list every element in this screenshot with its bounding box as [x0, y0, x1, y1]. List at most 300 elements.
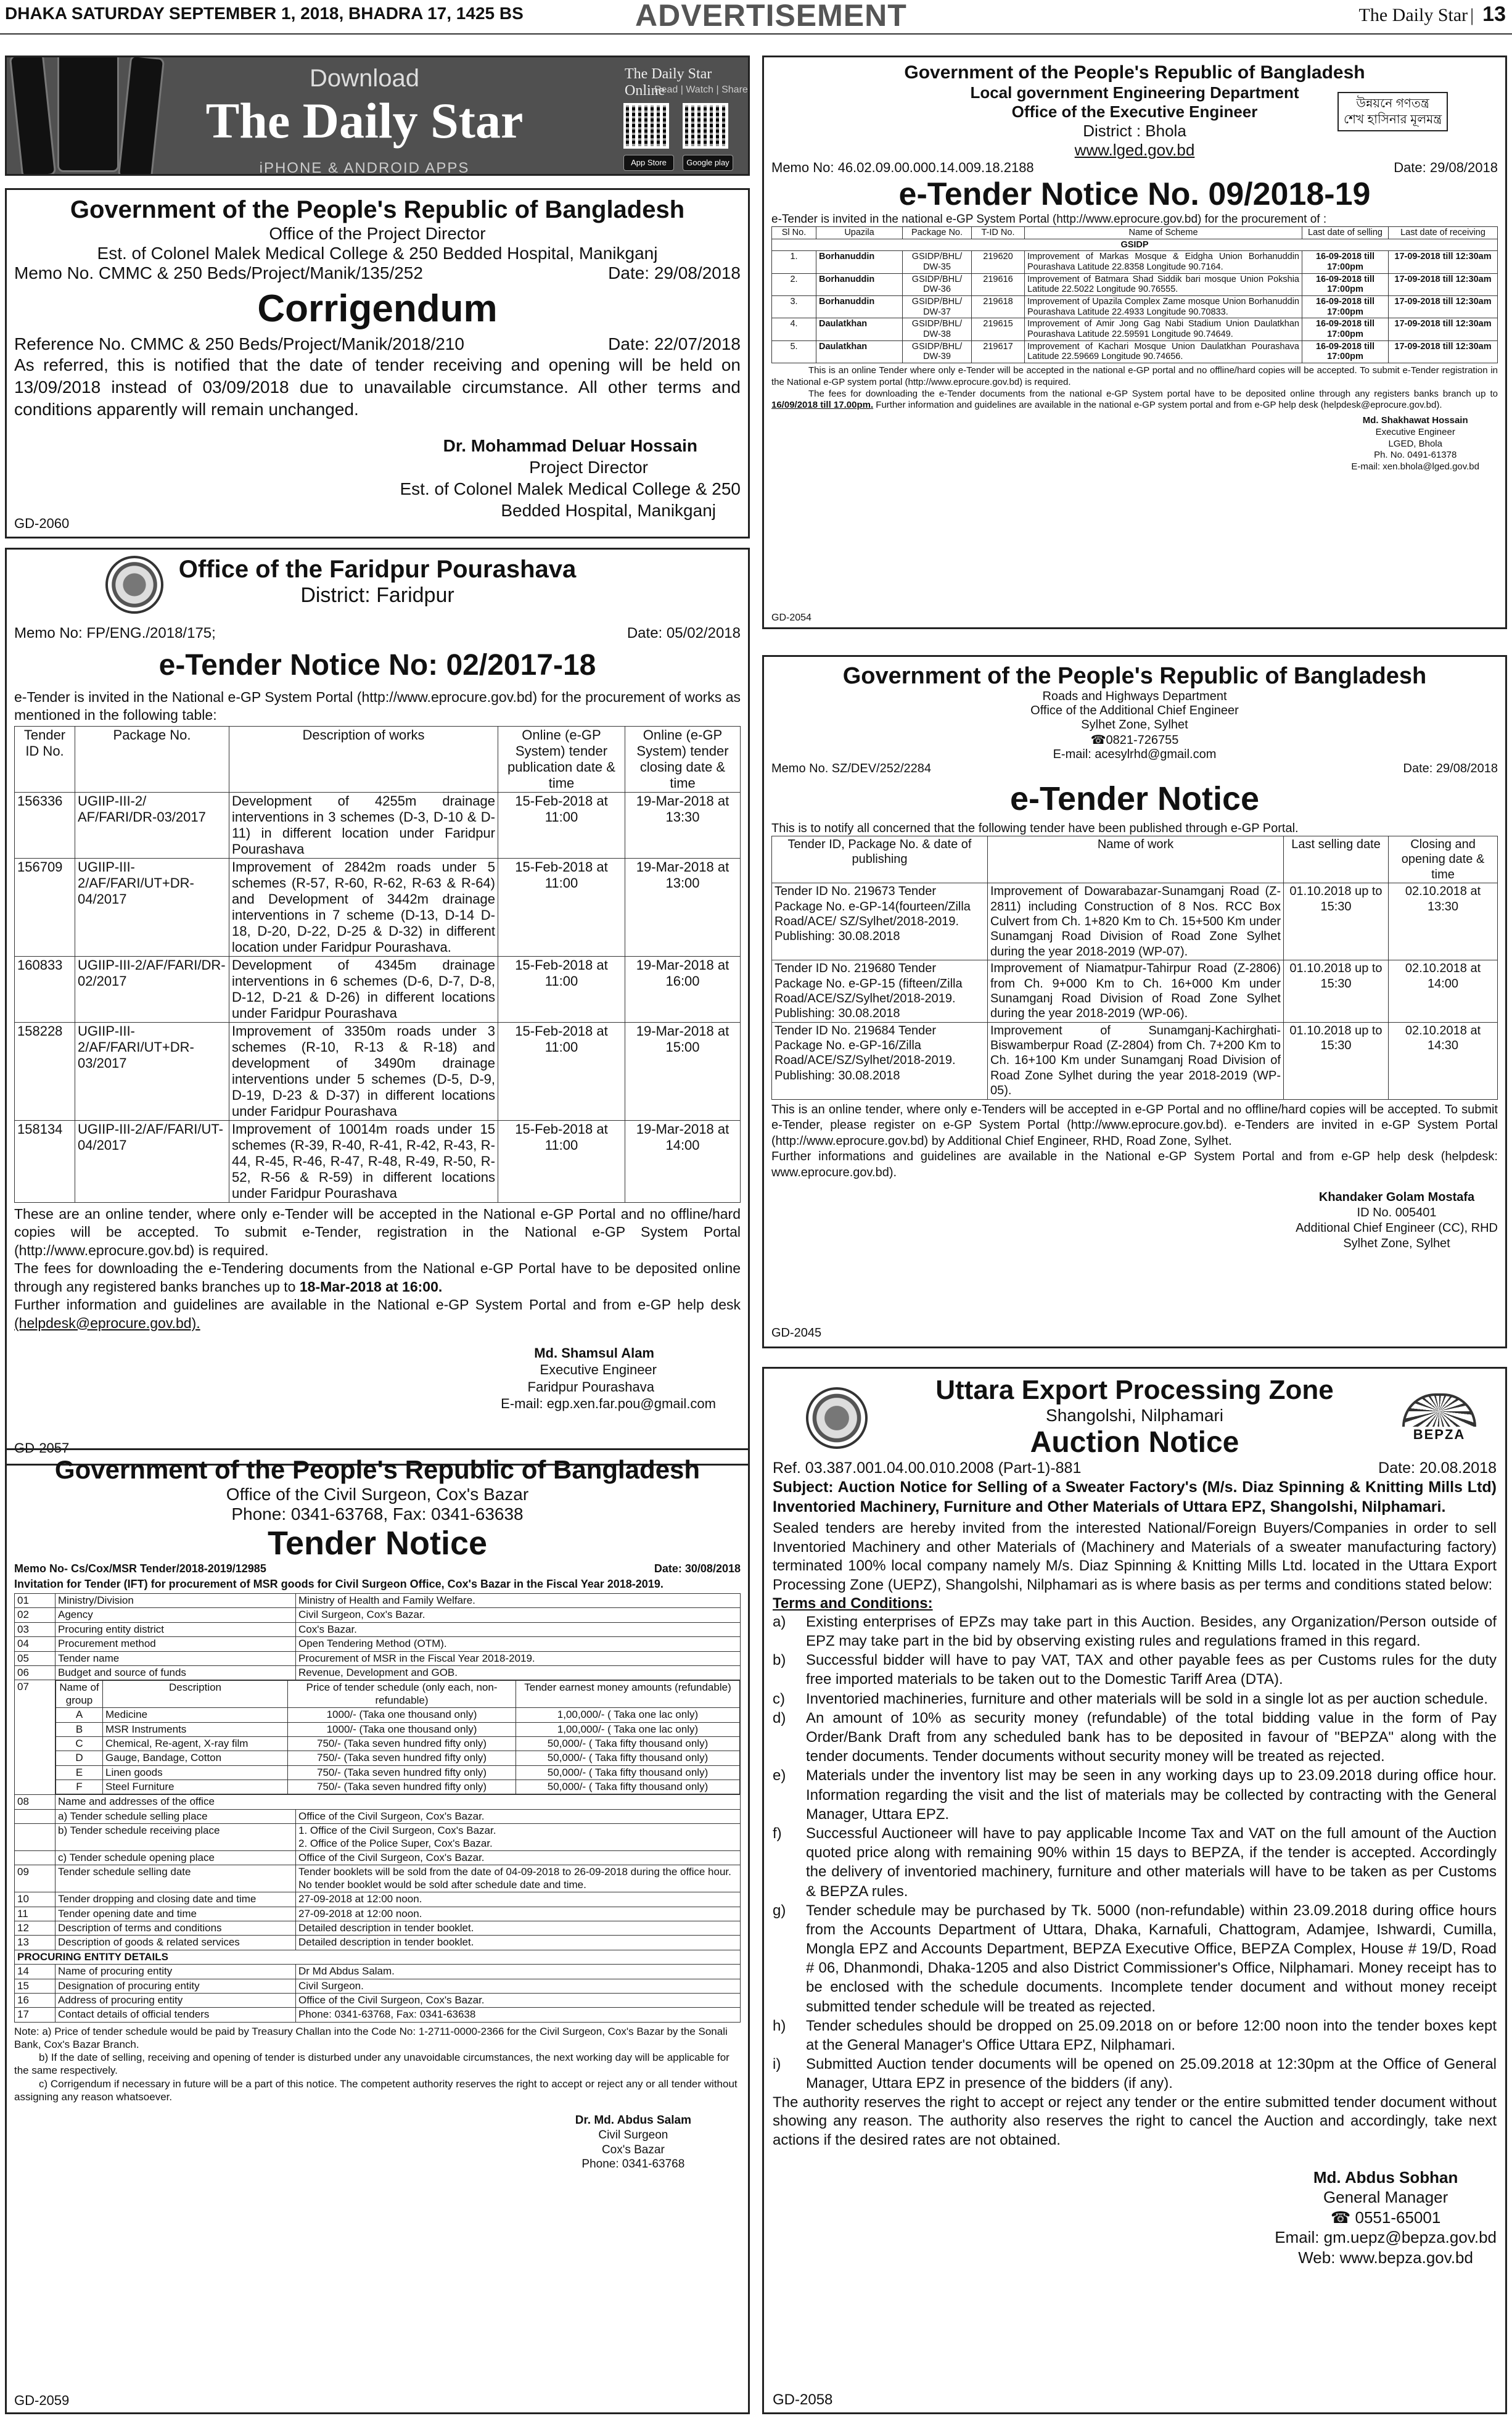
earnest-money: 50,000/- ( Taka fifty thousand only) — [516, 1736, 740, 1751]
qr-code-icon — [623, 103, 669, 149]
closing-date: 02.10.2018 at 14:00 — [1389, 960, 1498, 1023]
reference-date: Date: 22/07/2018 — [608, 334, 741, 353]
signatory-phone: ☎ 0551-65001 — [1330, 2208, 1441, 2227]
row-value: 2. Office of the Police Super, Cox's Bazar. — [298, 1837, 493, 1849]
column-header: Name of work — [988, 836, 1284, 883]
row-label: a) Tender schedule selling place — [55, 1809, 296, 1823]
column-header: Last date of selling — [1302, 227, 1389, 239]
row-number: 11 — [15, 1907, 55, 1921]
signatory-name: Dr. Md. Abdus Salam — [575, 2114, 691, 2127]
closing-date: 02.10.2018 at 13:30 — [1389, 883, 1498, 960]
office-line: Office of the Project Director — [269, 224, 486, 243]
notice-title: e-Tender Notice — [1009, 780, 1260, 817]
table-row — [56, 1751, 740, 1765]
scheme-name: Improvement of Kachari Mosque Union Daulatkhan Pourashava Latitude 22.59669 Longitude 90.74656. — [1025, 340, 1302, 363]
signature-block — [14, 435, 741, 521]
signatory-title: Project Director — [529, 458, 648, 477]
row-value: Civil Surgeon. — [296, 1979, 741, 1993]
work-description: Improvement of 2842m roads under 5 schemes (R-57, R-60, R-62, R-63 & R-64) and Development of 3442m drainage interventions in 7 scheme (D-13, D-14 D-18, D-20, D-22, D-25 & D-32) in different location under Faridpur Pourashava. — [229, 858, 498, 956]
publication-date: 15-Feb-2018 at 11:00 — [498, 1120, 625, 1202]
schedule-price: 750/- (Taka seven hundred fifty only) — [288, 1736, 516, 1751]
row-label: Budget and source of funds — [55, 1665, 296, 1680]
notice-body: As referred, this is notified that the date of tender receiving and opening will be held on 13/09/2018 instead of 03/09/2018 due to unavailable circumstance. All other terms and conditions apparently will remain unchanged. — [14, 355, 741, 419]
notice-title: Corrigendum — [257, 287, 498, 330]
signatory-email[interactable]: E-mail: xen.bhola@lged.gov.bd — [1351, 461, 1479, 472]
item-text: Materials under the inventory list may be seen in any working days up to 23.09.2018 during office hour. Information regarding the visit and the list of materials may be collected by contracting with the General Manager, Uttara EPZ. — [806, 1767, 1497, 1823]
footer-text: This is an online Tender where only e-Tender will be accepted in the national e-GP portal and no offline/hard copies will be accepted. To submit e-Tender registration in the National e-GP system portal (http://www.eprocure.gov.bd) is required. — [771, 365, 1498, 387]
row-label: Description of terms and conditions — [55, 1921, 296, 1935]
tender-id: 158134 — [15, 1120, 75, 1202]
last-selling-date: 01.10.2018 up to 15:30 — [1284, 883, 1389, 960]
signatory-title: General Manager — [1323, 2188, 1448, 2207]
item-text: An amount of 10% as security money (refundable) of the total bidding value in the form of Pay Order/Bank Draft from any scheduled bank has to be deposited in favour of "BEPZA" along with the tender documents. Tender documents without security money will be treated as rejected. — [806, 1709, 1497, 1765]
subject-line: Subject: Auction Notice for Selling of a Sweater Factory's (M/s. Diaz Spinning & Knitting Mills Ltd) Inventoried Machinery, Furniture and Other Materials of Uttara EPZ, Shangolshi, Nilphamari. — [773, 1479, 1497, 1516]
pourashava-seal-icon — [105, 556, 163, 614]
table-row — [15, 1608, 741, 1622]
footer-text: Further informations and guidelines are available in the National e-GP System Portal and from e-GP help desk (helpdesk: www.eprocure.gov.bd). — [771, 1150, 1498, 1180]
faridpur-tender-notice — [5, 548, 750, 1466]
signatory-website[interactable]: Web: www.bepza.gov.bd — [1298, 2248, 1473, 2267]
row-value: Office of the Civil Surgeon, Cox's Bazar. — [296, 1851, 741, 1865]
office-line: Office of the Additional Chief Engineer — [1030, 704, 1239, 717]
row-label: c) Tender schedule opening place — [55, 1851, 296, 1865]
column-header: Last selling date — [1284, 836, 1389, 883]
online-sub: Read | Watch | Share — [654, 85, 748, 95]
signatory-name: Dr. Mohammad Deluar Hossain — [443, 436, 697, 456]
row-label: Contact details of official tenders — [55, 2008, 296, 2022]
zone-line: Sylhet Zone, Sylhet — [1081, 718, 1188, 732]
item-text: Tender schedule may be purchased by Tk. 5000 (non-refundable) within 23.09.2018 during office hours from the Accounts Department of Uttara, Dhaka, Karnafuli, Chattogram, Adamjee, Ishwardi, Cumilla, Mongla EPZ and Accounts Department, BEPZA Executive Office, BEPZA Complex, House # 19/D, Road # 06, Dhanmondi, Dhaka-1205 and also District Commissioner's Office, Nilphamari. Money receipt has to be enclosed with the schedule documents. Incomplete tender document and without money receipt submitted tender schedule will be treated as rejected. — [806, 1902, 1497, 2015]
signatory-id: ID No. 005401 — [1357, 1205, 1437, 1219]
group-letter: B — [56, 1722, 103, 1736]
signatory-email[interactable]: E-mail: egp.xen.far.pou@gmail.com — [501, 1396, 716, 1412]
gov-heading: Government of the People's Republic of Bangladesh — [842, 663, 1427, 689]
corrigendum-notice — [5, 188, 750, 538]
apps-label: iPHONE & ANDROID APPS — [259, 160, 470, 176]
closing-text: The authority reserves the right to accept or reject any tender or the entire submitted tender document without showing any reason. The authority also reserves the right to cancel the Auction and accordingly, take next actions if the desired rates are not obtained. — [773, 2093, 1497, 2148]
tid-no: 219617 — [972, 340, 1025, 363]
scheme-table — [771, 226, 1498, 363]
upazila: Borhanuddin — [816, 251, 903, 273]
tender-id: 160833 — [15, 956, 75, 1022]
civil-surgeon-tender-notice — [5, 1448, 750, 2414]
page-number: 13 — [1482, 2, 1506, 26]
item-text: Submitted Auction tender documents will be opened on 25.09.2018 at 12:30pm at the Office of General Manager, Uttara EPZ in presence of the bidders (if any). — [806, 2056, 1497, 2092]
item-letter: g) — [773, 1902, 786, 1919]
signatory-phone: Ph. No. 0491-61378 — [1374, 450, 1457, 461]
gov-heading: Government of the People's Republic of Bangladesh — [904, 62, 1365, 83]
signatory-title: Civil Surgeon — [598, 2128, 668, 2142]
signature-block — [1275, 2167, 1497, 2268]
upazila: Borhanuddin — [816, 273, 903, 295]
district-line: District: Faridpur — [300, 584, 454, 607]
row-label: Description of goods & related services — [55, 1936, 296, 1950]
item-letter: e) — [773, 1767, 786, 1784]
phone-line: Phone: 0341-63768, Fax: 0341-63638 — [231, 1504, 524, 1524]
group-heading: GSIDP — [772, 239, 1498, 251]
ad-code: GD-2060 — [14, 516, 70, 531]
signatory-office: LGED, Bhola — [1388, 438, 1442, 449]
row-value: Open Tendering Method (OTM). — [296, 1637, 741, 1651]
memo-date: Date: 05/02/2018 — [627, 625, 741, 641]
schedule-price: 750/- (Taka seven hundred fifty only) — [288, 1780, 516, 1794]
row-value: Cox's Bazar. — [296, 1622, 741, 1636]
column-header: Last date of receiving — [1389, 227, 1498, 239]
ad-code: GD-2059 — [14, 2393, 70, 2408]
table-row — [15, 956, 741, 1022]
row-number: 15 — [15, 1979, 55, 1993]
column-header: Description — [103, 1681, 288, 1708]
location-line: Shangolshi, Nilphamari — [1046, 1406, 1223, 1425]
row-value: Dr Md Abdus Salam. — [296, 1965, 741, 1979]
work-description: Improvement of 3350m roads under 3 schemes (R-10, R-13 & R-18) and development of 3490m drainage interventions under 5 schemes (D-5, D-9, D-19, D-23 & D-37) in different locations under Faridpur Pourashava — [229, 1022, 498, 1120]
row-number: 01 — [15, 1594, 55, 1608]
row-value: Office of the Civil Surgeon, Cox's Bazar. — [296, 1993, 741, 2007]
selling-date: 16-09-2018 till 17:00pm — [1302, 318, 1389, 340]
group-letter: F — [56, 1780, 103, 1794]
package-no: UGIIP-III-2/AF/FARI/UT+DR-04/2017 — [75, 858, 229, 956]
notice-title: Tender Notice — [267, 1525, 488, 1562]
row-value: Detailed description in tender booklet. — [296, 1936, 741, 1950]
work-name: Improvement of Niamatpur-Tahirpur Road (Z-2806) from Ch. 9+000 Km to Ch. 16+000 Km under Sunamganj Road Division of Road Zone Sylhet during the year 2018-2019 (WP-06). — [988, 960, 1284, 1023]
closing-date: 19-Mar-2018 at 14:00 — [625, 1120, 741, 1202]
schedule-price: 1000/- (Taka one thousand only) — [288, 1722, 516, 1736]
download-label: Download — [310, 65, 419, 92]
notice-title: e-Tender Notice No: 02/2017-18 — [158, 649, 596, 682]
group-description: Gauge, Bandage, Cotton — [103, 1751, 288, 1765]
scheme-name: Improvement of Batmara Shad Siddik bari mosque Union Pokshia Latitude 22.5022 Longitude 90.76555. — [1025, 273, 1302, 295]
invitation-line: Invitation for Tender (IFT) for procurement of MSR goods for Civil Surgeon Office, Cox's Bazar in the Fiscal Year 2018-2019. — [14, 1578, 664, 1590]
helpdesk-link[interactable]: (helpdesk@eprocure.gov.bd). — [14, 1314, 200, 1331]
signature-block — [14, 1345, 716, 1413]
gear-icon — [1402, 1393, 1476, 1427]
column-header: Tender ID, Package No. & date of publishing — [772, 836, 988, 883]
dept-line: Local government Engineering Department — [970, 83, 1299, 102]
item-text: Successful bidder will have to pay VAT, TAX and other payable fees as per Customs rules for the duty free imported materials to be taken out to the Domestic Tariff Area (DTA). — [806, 1652, 1497, 1688]
tender-id: 158228 — [15, 1022, 75, 1120]
selling-date: 16-09-2018 till 17:00pm — [1302, 251, 1389, 273]
table-row — [772, 960, 1498, 1023]
daily-star-app-ad[interactable] — [5, 56, 750, 176]
item-letter: a) — [773, 1613, 786, 1630]
list-item — [773, 1689, 1497, 1709]
bepza-label: BEPZA — [1413, 1427, 1466, 1442]
scheme-name: Improvement of Markas Mosque & Eidgha Union Borhanuddin Pourashava Latitude 22.8358 Longitude 90.7164. — [1025, 251, 1302, 273]
row-label: Tender schedule selling date — [55, 1865, 296, 1892]
earnest-money: 1,00,000/- ( Taka one lac only) — [516, 1708, 740, 1722]
reference-no: Ref. 03.387.001.04.00.010.2008 (Part-1)-881 — [773, 1459, 1082, 1477]
table-row — [56, 1708, 740, 1722]
group-description: MSR Instruments — [103, 1722, 288, 1736]
receiving-date: 17-09-2018 till 12:30am — [1389, 318, 1498, 340]
district-line: District : Bhola — [1083, 122, 1186, 140]
row-value: Civil Surgeon, Cox's Bazar. — [296, 1608, 741, 1622]
row-value: Procurement of MSR in the Fiscal Year 2018-2019. — [296, 1651, 741, 1665]
tid-no: 219615 — [972, 318, 1025, 340]
tender-id-package: Tender ID No. 219673 Tender Package No. e-GP-14(fourteen/Zilla Road/ACE/ SZ/Sylhet/2018-2019. Publishing: 30.08.2018 — [772, 883, 988, 960]
serial-no: 2. — [772, 273, 816, 295]
signatory-phone: Phone: 0341-63768 — [581, 2158, 685, 2171]
footer-text: This is an online tender, where only e-Tenders will be accepted in e-GP Portal and no offline/hard copies will be accepted. To submit e-Tender, please register on e-GP System Portal (http://www.eprocure.gov.bd). e-Tenders are invited in e-GP System Portal (http://www.eprocure.gov.bd) by Additional Chief Engineer, RHD, Road Zone, Sylhet. — [771, 1102, 1498, 1148]
package-no: GSIDP/BHL/ DW-36 — [903, 273, 972, 295]
signature-block — [1296, 1190, 1498, 1252]
work-description: Development of 4255m drainage interventions in 3 schemes (D-3, D-10 & D-11) in different location under Faridpur Pourashava — [229, 792, 498, 858]
row-value: Tender booklets will be sold from the date of 04-09-2018 to 26-09-2018 during the office hour. No tender booklet would be sold after schedule date and time. — [296, 1865, 741, 1892]
earnest-money: 1,00,000/- ( Taka one lac only) — [516, 1722, 740, 1736]
memo-no: Memo No. SZ/DEV/252/2284 — [771, 762, 932, 775]
memo-no: Memo No: FP/ENG./2018/175; — [14, 625, 216, 641]
table-row — [772, 251, 1498, 273]
row-value: 27-09-2018 at 12:00 noon. — [296, 1907, 741, 1921]
schedule-price: 750/- (Taka seven hundred fifty only) — [288, 1765, 516, 1780]
column-header: Package No. — [903, 227, 972, 239]
row-value — [296, 1824, 741, 1851]
row-value: Phone: 0341-63768, Fax: 0341-63638 — [296, 2008, 741, 2022]
table-row — [15, 1622, 741, 1636]
tid-no: 219616 — [972, 273, 1025, 295]
signatory-name: Khandaker Golam Mostafa — [1318, 1190, 1475, 1204]
table-row — [15, 1892, 741, 1907]
publication-date: 15-Feb-2018 at 11:00 — [498, 1022, 625, 1120]
website-link[interactable]: www.lged.gov.bd — [1074, 141, 1195, 159]
memo-date: Date: 29/08/2018 — [608, 263, 741, 283]
footer-text: The fees for downloading the e-Tender documents from the national e-GP System portal have to be deposited online through any registers banks branch up to — [808, 388, 1498, 399]
government-seal-icon — [806, 1387, 868, 1449]
terms-heading: Terms and Conditions: — [773, 1594, 933, 1612]
row-number: 03 — [15, 1622, 55, 1636]
row-number: 04 — [15, 1637, 55, 1651]
table-row — [15, 1637, 741, 1651]
table-row — [772, 340, 1498, 363]
column-header: Sl No. — [772, 227, 816, 239]
email-line[interactable]: E-mail: acesylrhd@gmail.com — [1053, 748, 1217, 761]
item-text: Existing enterprises of EPZs may take part in this Auction. Besides, any Organization/Person outside of EPZ may take part in the bid by observing existing rules and regulations framed in this regard. — [806, 1613, 1497, 1650]
schedule-price: 750/- (Taka seven hundred fifty only) — [288, 1751, 516, 1765]
upazila: Daulatkhan — [816, 340, 903, 363]
app-store-badge[interactable]: App Store — [623, 155, 674, 171]
item-text: Inventoried machineries, furniture and other materials will be sold in a single lot as per auction schedule. — [806, 1690, 1488, 1707]
list-item — [773, 1766, 1497, 1824]
reference-no: Reference No. CMMC & 250 Beds/Project/Manik/2018/210 — [14, 334, 464, 353]
table-row — [15, 1979, 741, 1993]
table-row — [15, 1993, 741, 2007]
signatory-office: Cox's Bazar — [601, 2143, 665, 2156]
ad-code: GD-2057 — [14, 1440, 70, 1456]
footer-text: The fees for downloading the e-Tendering documents from the National e-GP Portal have to be deposited online through any registered banks branches up to — [14, 1260, 741, 1295]
footer-deadline: 16/09/2018 till 17.00pm. — [771, 400, 874, 411]
last-selling-date: 01.10.2018 up to 15:30 — [1284, 1022, 1389, 1099]
ift-table — [14, 1593, 741, 2023]
closing-date: 19-Mar-2018 at 13:00 — [625, 858, 741, 956]
group-description: Medicine — [103, 1708, 288, 1722]
section-title: ADVERTISEMENT — [629, 0, 913, 33]
notice-footer — [771, 1102, 1498, 1181]
upazila: Daulatkhan — [816, 318, 903, 340]
table-row — [15, 1594, 741, 1608]
note-text: c) Corrigendum if necessary in future will be a part of this notice. The competent authority reserves the right to accept or reject any or all tender without assigning any reason whatsoever. — [14, 2077, 738, 2103]
signatory-office: Sylhet Zone, Sylhet — [1343, 1236, 1450, 1250]
row-number: 10 — [15, 1892, 55, 1907]
group-letter: A — [56, 1708, 103, 1722]
upazila: Borhanuddin — [816, 296, 903, 318]
footer-text: Further information and guidelines are available in the national e-GP system portal and from e-GP help desk (helpdesk@eprocure.gov.bd). — [873, 400, 1442, 411]
tender-table — [771, 836, 1498, 1100]
row-label: Agency — [55, 1608, 296, 1622]
row-label: Address of procuring entity — [55, 1993, 296, 2007]
group-letter: E — [56, 1765, 103, 1780]
ad-code: GD-2058 — [773, 2391, 833, 2408]
item-letter: d) — [773, 1709, 786, 1726]
notice-intro: This is to notify all concerned that the following tender have been published through e-GP Portal. — [771, 822, 1299, 835]
row-label: Name of procuring entity — [55, 1965, 296, 1979]
row-value: Office of the Civil Surgeon, Cox's Bazar. — [296, 1809, 741, 1823]
column-header: Name of group — [56, 1681, 103, 1708]
table-row — [56, 1722, 740, 1736]
phone-icon — [9, 56, 57, 176]
phone-icon — [57, 56, 119, 172]
slogan-box — [1337, 92, 1448, 131]
receiving-date: 17-09-2018 till 12:30am — [1389, 251, 1498, 273]
row-number: 07 — [15, 1680, 55, 1795]
schedule-price: 1000/- (Taka one thousand only) — [288, 1708, 516, 1722]
list-item — [773, 1709, 1497, 1767]
signatory-name: Md. Abdus Sobhan — [1313, 2167, 1458, 2187]
page-number-area: The Daily Star | 13 — [1358, 2, 1506, 26]
selling-date: 16-09-2018 till 17:00pm — [1302, 296, 1389, 318]
uepz-auction-notice — [762, 1367, 1507, 2414]
item-letter: c) — [773, 1690, 785, 1707]
google-play-badge[interactable]: Google play — [683, 155, 733, 171]
phone-line: ☎0821-726755 — [1090, 733, 1179, 747]
tid-no: 219620 — [972, 251, 1025, 273]
footer-text: Further information and guidelines are available in the National e-GP System Portal and from e-GP help desk — [14, 1297, 741, 1313]
package-no: GSIDP/BHL/ DW-35 — [903, 251, 972, 273]
brand-name: The Daily Star — [205, 93, 524, 149]
signatory-title: Executive Engineer — [1375, 426, 1455, 437]
tid-no: 219618 — [972, 296, 1025, 318]
slogan-line: শেখ হাসিনার মূলমন্ত্র — [1344, 113, 1442, 126]
list-item — [773, 1824, 1497, 1901]
row-value: 27-09-2018 at 12:00 noon. — [296, 1892, 741, 1907]
row-number: 17 — [15, 2008, 55, 2022]
column-header: Online (e-GP System) tender publication date & time — [498, 726, 625, 792]
signature-block — [575, 2113, 691, 2172]
column-header: Tender earnest money amounts (refundable) — [516, 1681, 740, 1708]
section-heading: PROCURING ENTITY DETAILS — [15, 1950, 741, 1964]
table-row — [15, 1665, 741, 1680]
memo-no: Memo No. CMMC & 250 Beds/Project/Manik/135/252 — [14, 263, 423, 283]
receiving-date: 17-09-2018 till 12:30am — [1389, 340, 1498, 363]
tender-table — [14, 726, 741, 1203]
table-row — [56, 1736, 740, 1751]
group-description: Chemical, Re-agent, X-ray film — [103, 1736, 288, 1751]
lged-tender-notice — [762, 56, 1507, 629]
item-letter: h) — [773, 2017, 786, 2034]
list-item — [773, 2016, 1497, 2055]
notice-intro: Sealed tenders are hereby invited from the interested National/Foreign Buyers/Companies in order to sell Inventoried Machinery and other Materials of (Machinery and Materials of a sweater manufacturing factory) terminated 100% local company namely M/s. Diaz Spinning & Knitting Mills Ltd. located in the Uttara Export Processing Zone (UEPZ), Shangolshi, Nilphamari as is where basis as per terms and conditions stated below: — [773, 1520, 1497, 1594]
table-row — [772, 1022, 1498, 1099]
table-row — [772, 318, 1498, 340]
office-line: Office of the Civil Surgeon, Cox's Bazar — [226, 1485, 529, 1504]
phone-icon — [118, 56, 165, 176]
gov-heading: Government of the People's Republic of Bangladesh — [70, 196, 685, 223]
package-no: GSIDP/BHL/ DW-38 — [903, 318, 972, 340]
work-description: Improvement of 10014m roads under 15 schemes (R-39, R-40, R-41, R-42, R-43, R-44, R-45, R-46, R-47, R-48, R-49, R-50, R-52, R-56 & R-59) in different locations under Faridpur Pourashava — [229, 1120, 498, 1202]
list-item — [773, 2055, 1497, 2093]
package-no: GSIDP/BHL/ DW-37 — [903, 296, 972, 318]
list-item — [773, 1651, 1497, 1689]
serial-no: 3. — [772, 296, 816, 318]
row-label: Tender name — [55, 1651, 296, 1665]
row-value: Detailed description in tender booklet. — [296, 1921, 741, 1935]
zone-heading: Uttara Export Processing Zone — [935, 1375, 1334, 1405]
slogan-line: উন্নয়নে গণতন্ত্র — [1356, 97, 1429, 110]
row-number: 02 — [15, 1608, 55, 1622]
notice-footer — [14, 1205, 741, 1332]
note-text: b) If the date of selling, receiving and opening of tender is disturbed under any unavoidable circumstances, the next working day will be applicable for the same respectively. — [14, 2052, 729, 2077]
earnest-money: 50,000/- ( Taka fifty thousand only) — [516, 1751, 740, 1765]
memo-date: Date: 30/08/2018 — [654, 1562, 741, 1575]
table-row — [15, 1120, 741, 1202]
row-label: Tender opening date and time — [55, 1907, 296, 1921]
office-heading: Office of the Faridpur Pourashava — [178, 556, 577, 583]
notes — [14, 2025, 741, 2104]
item-text: Successful Auctioneer will have to pay applicable Income Tax and VAT on the full amount of the Auction quoted price along with remaining 90% within 15 days to BEPZA, if the tender is accepted. Accordingly the delivery of inventoried machinery, furniture and other materials will have to be taken as per Customs & BEPZA rules. — [806, 1825, 1497, 1900]
serial-no: 5. — [772, 340, 816, 363]
publication-date: 15-Feb-2018 at 11:00 — [498, 956, 625, 1022]
ad-code: GD-2054 — [771, 612, 811, 623]
row-value: Ministry of Health and Family Welfare. — [296, 1594, 741, 1608]
notice-footer — [771, 365, 1498, 411]
work-name: Improvement of Dowarabazar-Sunamganj Road (Z-2811) including Construction of 8 Nos. RCC Box Culvert from Ch. 1+820 Km to Ch. 15+500 Km under Sunamganj Road Division of Road Zone Sylhet during the year 2018-2019 (WP-07). — [988, 883, 1284, 960]
table-row — [15, 1907, 741, 1921]
memo-date: Date: 29/08/2018 — [1403, 762, 1498, 775]
row-label: b) Tender schedule receiving place — [55, 1824, 296, 1851]
column-header: T-ID No. — [972, 227, 1025, 239]
group-table — [55, 1680, 740, 1794]
masthead — [0, 0, 1512, 35]
last-selling-date: 01.10.2018 up to 15:30 — [1284, 960, 1389, 1023]
earnest-money: 50,000/- ( Taka fifty thousand only) — [516, 1780, 740, 1794]
notice-title: Auction Notice — [1030, 1426, 1239, 1459]
signatory-email[interactable]: Email: gm.uepz@bepza.gov.bd — [1275, 2228, 1497, 2247]
footer-deadline: 18-Mar-2018 at 16:00. — [299, 1278, 443, 1295]
column-header: Description of works — [229, 726, 498, 792]
group-description: Steel Furniture — [103, 1780, 288, 1794]
signatory-name: Md. Shamsul Alam — [534, 1345, 654, 1361]
earnest-money: 50,000/- ( Taka fifty thousand only) — [516, 1765, 740, 1780]
row-label: Procurement method — [55, 1637, 296, 1651]
closing-date: 02.10.2018 at 14:30 — [1389, 1022, 1498, 1099]
signatory-name: Md. Shakhawat Hossain — [1362, 415, 1468, 426]
row-number: 08 — [15, 1795, 55, 1809]
column-header: Tender ID No. — [15, 726, 75, 792]
publication-date: 15-Feb-2018 at 11:00 — [498, 858, 625, 956]
online-label: The Daily Star Online — [625, 66, 712, 99]
ad-code: GD-2045 — [771, 1326, 822, 1340]
signatory-office: Est. of Colonel Malek Medical College & 250 — [400, 479, 741, 499]
table-row — [15, 1921, 741, 1935]
tender-id: 156709 — [15, 858, 75, 956]
column-header: Closing and opening date & time — [1389, 836, 1498, 883]
signatory-office: Bedded Hospital, Manikganj — [501, 501, 716, 521]
row-number: 06 — [15, 1665, 55, 1680]
group-description: Linen goods — [103, 1765, 288, 1780]
package-no: UGIIP-III-2/AF/FARI/UT-04/2017 — [75, 1120, 229, 1202]
row-number: 09 — [15, 1865, 55, 1892]
closing-date: 19-Mar-2018 at 13:30 — [625, 792, 741, 858]
column-header: Name of Scheme — [1025, 227, 1302, 239]
